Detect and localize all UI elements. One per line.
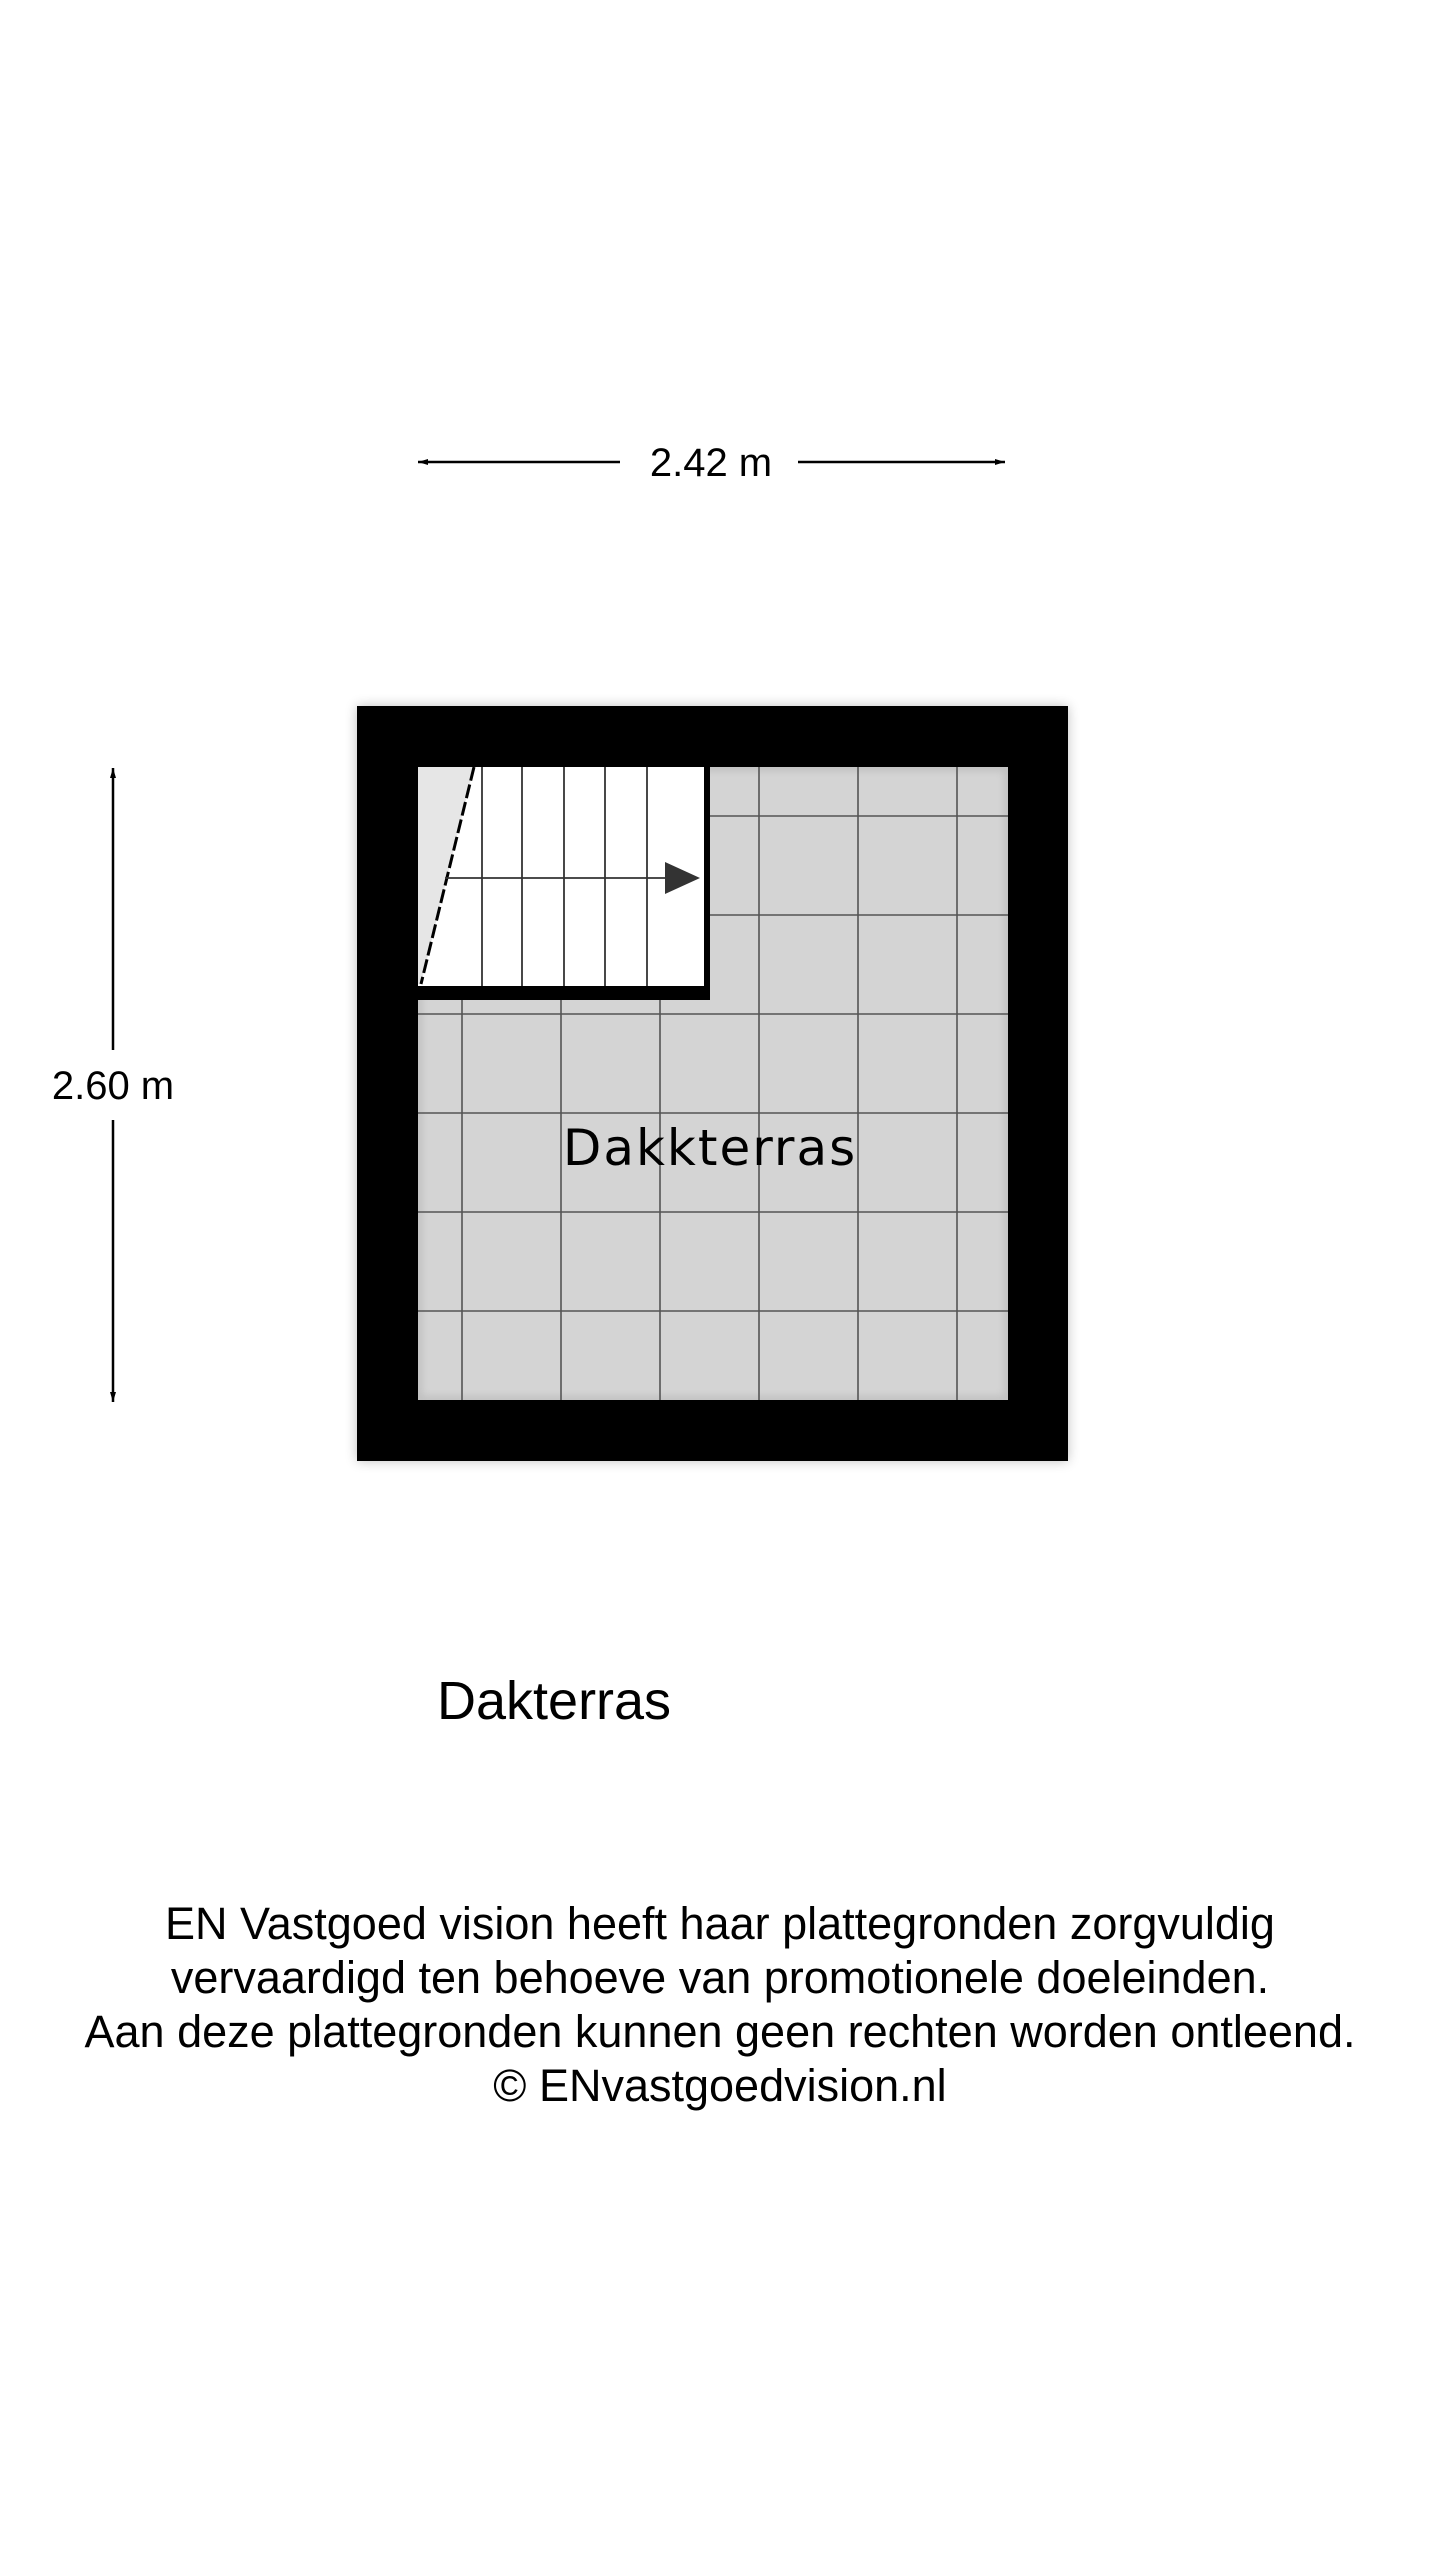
disclaimer-line-1: EN Vastgoed vision heeft haar plattegronden zorgvuldig — [165, 1898, 1275, 1949]
width-dimension — [418, 441, 1005, 485]
room-label: Dakkterras — [562, 1119, 858, 1177]
staircase — [418, 767, 710, 1000]
disclaimer-line-4: © ENvastgoedvision.nl — [493, 2060, 947, 2111]
floor-title: Dakterras — [437, 1671, 672, 1731]
disclaimer-line-2: vervaardigd ten behoeve van promotionele doeleinden. — [170, 1952, 1270, 2003]
width-dimension-label: 2.42 m — [649, 441, 773, 485]
disclaimer — [0, 1897, 1440, 2113]
height-dimension — [52, 768, 174, 1402]
height-dimension-label: 2.60 m — [51, 1064, 175, 1108]
disclaimer-line-3: Aan deze plattegronden kunnen geen rechten worden ontleend. — [84, 2006, 1356, 2057]
